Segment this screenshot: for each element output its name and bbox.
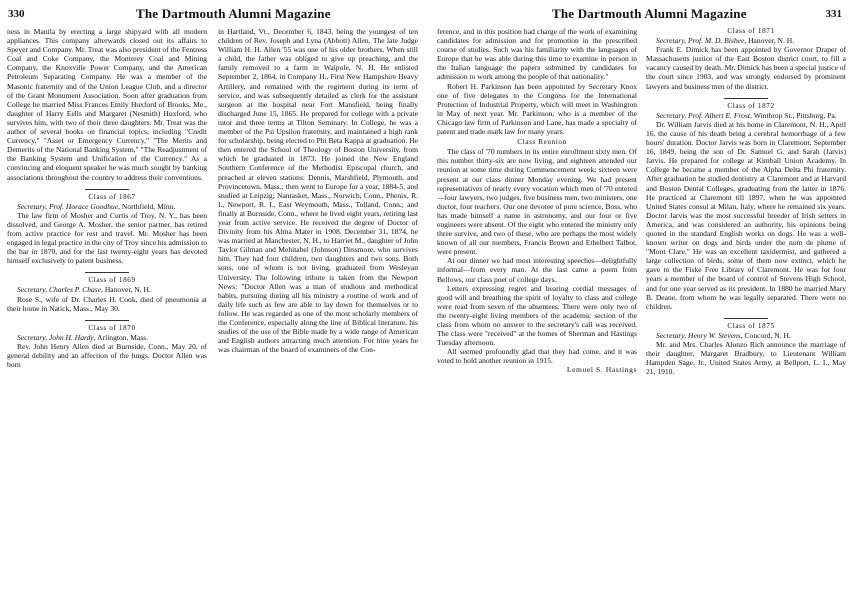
reunion-paragraph-2: At our dinner we had most interesting speeches—delightfully informal—from every man. At the last came a poem from Bellows, our class poet of college days. [437, 256, 637, 284]
right-page [426, 0, 852, 600]
left-page-header [0, 6, 426, 22]
class-1869-secretary-role: Secretary, Charles P. Chase, [17, 285, 103, 295]
class-1872-secretary [646, 111, 846, 120]
class-1871-news: Frank E. Dimick has been appointed by Governor Draper of Massachusetts justice of the East Boston district court, to fill a vacancy caused by death. Mr. Dimick has been a special justice of the court since 1903, and was strongly endorsed by prominent lawyers and business men of the district. [646, 45, 846, 91]
right-page-header [426, 6, 852, 22]
left-column-2 [218, 27, 418, 354]
reunion-paragraph-1: The class of '70 numbers in its entire enrollment sixty men. Of this number thirty-six are now living, and eighteen attended our reunion at some time during Commencement week; sixteen were present at our class dinner Monday evening. We had present representatives of nearly every vocation which men of '70 entered—four lawyers, two judges, five business men, two ministers, one doctor, four teachers. Our one devotee of pure science, Boss, who has made himself a name in astronomy, and our four or five engineers were absent. Of the eight who entered the ministry only three survive, and two of these, who are perhaps the most widely known of all our members, Francis Brown and Ethelbert Talbot, were present. [437, 147, 637, 257]
section-divider [85, 320, 129, 321]
running-title-right: The Dartmouth Alumni Magazine [552, 6, 747, 21]
class-1872-secretary-place: Winthrop St., Pittsburg, Pa. [753, 110, 837, 120]
class-1869-secretary-place: Hanover, N. H. [104, 285, 151, 295]
parkinson-paragraph: Robert H. Parkinson has been appointed by Secretary Knox one of five delegates to the Congress for the International Protection of Industrial Property, which will meet in Washington in May of next year. Mr. Parkinson, who is a member of the Chicago law firm of Parkinson and Lane, has made a specialty of patent and trade mark law for many years. [437, 81, 637, 137]
class-1875-news: Mr. and Mrs. Charles Alonzo Rich announce the marriage of their daughter, Margaret Bradbury, to Lieutenant William Hampden Sage, Jr., United States Army, at Bellport, L. I., May 21, 1910. [646, 340, 846, 377]
class-1871-heading: Class of 1871 [727, 27, 775, 35]
class-1875-secretary-place: Concord, N. H. [744, 330, 791, 340]
class-1870-secretary-place: Arlington, Mass. [97, 332, 149, 342]
class-1870-secretary [7, 333, 207, 342]
reunion-paragraph-4: All seemed profoundly glad that they had come, and it was voted to hold another reunion in 1915. [437, 347, 637, 366]
class-1875-heading: Class of 1875 [727, 321, 775, 330]
class-1869-secretary [7, 285, 207, 294]
section-divider [724, 98, 768, 99]
class-1872-news: Dr. William Jarvis died at his home in Claremont, N. H., April 16, the cause of his death being a cerebral hemorrhage of a few hours' duration. Doctor Jarvis was born in Claremont, September 16, 1849, being the son of Dr. Samuel G. and Sarah (Jarvis) Jarvis. He prepared for college at Kimball Union Academy. In College he became a member of the Alpha Delta Phi fraternity. After graduation he studied dentistry at Claremont and at Harvard and Boston Dental Colleges, graduating from the latter in 1876. He practiced at Claremont till 1897, when he was appointed United States consul at Milan, Italy, where he remained six years. Doctor Jarvis was the most successful breeder of Irish setters in America, and was considered an authority, his opinions being quoted in the standard English works on dogs. He was a well-known writer on dogs and birds under the nom de plume of "Mont Clare." He was an excellent taxidermist, and gathered a large collection of birds, some of them now extinct, which he gave to the Fiske Free Library of Claremont. He was for four years a member of the board of control of Stevens High School, and for one year served as its president. In 1880 he married Mary B. Deane, from whom he was legally separated. There were no children. [646, 119, 846, 311]
left-column-1 [7, 27, 207, 369]
page-number-right: 331 [825, 8, 842, 20]
class-1872-secretary-role: Secretary, Prof. Albert E. Frost, [656, 110, 752, 120]
reunion-paragraph-3: Letters expressing regret and bearing cordial messages of good will and breathing the spirit of loyalty to class and college were read from seven of the absentees. There were only two of the twenty-eight living members of the academic section of the class from whom no answer to the secretary's call was received. The class were "received" at the homes of Sherman and Hastings Tuesday afternoon. [437, 283, 637, 348]
class-1875-secretary-role: Secretary, Henry W. Stevens, [656, 330, 743, 340]
right-column-2 [646, 27, 846, 376]
class-1871-secretary-role: Secretary, Prof. M. D. Bisbee, [656, 36, 747, 46]
section-divider [724, 318, 768, 319]
section-divider [85, 189, 129, 190]
allen-tribute-continued: ference, and in this position had charge of the work of examining candidates for admission and for promotion in the prescribed course of studies. Such was his familiarity with the languages of Europe that he was able during this time to examine in person in the Italian language the papers submitted by candidates for admission to work among the people of that nationality." [437, 27, 637, 82]
class-1869-news: Rose S., wife of Dr. Charles H. Cook, died of pneumonia at their home in Natick, Mass., May 30. [7, 294, 207, 313]
class-1871-secretary-place: Hanover, N. H. [748, 36, 795, 46]
class-1867-news: The law firm of Mosher and Curtis of Troy, N. Y., has been dissolved, and George A. Mosher, the senior partner, has retired from active practice for rest and travel. Mr. Mosher has been engaged in legal practice in the city of Troy since his admission to the bar in 1870, and for the last twenty-eight years has devoted himself exclusively to patent business. [7, 210, 207, 266]
class-1867-secretary-place: Northfield, Minn. [121, 201, 176, 211]
running-title-left: The Dartmouth Alumni Magazine [136, 6, 331, 21]
class-1867-secretary-role: Secretary, Prof. Horace Goodhue, [17, 201, 120, 211]
right-column-1 [437, 27, 637, 375]
class-1872-heading: Class of 1872 [727, 101, 775, 110]
class-1870-secretary-role: Secretary, John H. Hardy, [17, 332, 96, 342]
allen-obituary-paragraph: in Hartland, Vt., December 6, 1843, being the youngest of ten children of Rev. Joseph and Lyna (Abbott) Allen. The late Judge William H. H. Allen '55 was one of his older brothers. When still a child, the father was obliged to give up preaching, and the family removed to a farm in Walpole, N. H. He enlisted September 2, 1864, in Company H., First New Hampshire Heavy Artillery, and remained with the regiment during its term of service, and was subsequently detailed as clerk for the assistant surgeon at the hospital near Fort Mansfield, being finally discharged June 15, 1865. He prepared for college with a private tutor and three terms at Tilton Seminary. In College, he was a member of the Psi Upsilon fraternity, and maintained a high rank for scholarship, being elected to Phi Beta Kappa at graduation. He then entered the School of Theology of Boston University, from which he graduated in 1873. He joined the New England Southern Conference of the Methodist Episcopal church, and preached at eleven stations: Dennis, Marshfield, Plymouth, and Provincetown, Mass.; then went to Europe for a year, 1884-5, and studied at Leipzig; Nantasket, Mass., Norwich, Conn., Phenix, R. I., Newport, R. I., East Weymouth, Mass., Tolland, Conn.; and finally at Burnside, Conn., where he lived eight years, retiring last year from active service. He received the degree of Doctor of Divinity from his Alma Mater in 1908. December 31, 1874, he was married at Manchester, N. H., to Harriet M., daughter of John Taylor Gilman and Mehitabel (Johnson) Dinsmore, who survives him. They had four children, two daughters and two sons. Both sons, one of whom is not living, graduated from Wesleyan University. The following tribute is taken from the Newport News: "Doctor Allen was a man of studious and methodical habits, pursuing during all his ministry a routine of work and of daily life such as few are able to lay down for themselves or to follow. He was regarded as one of the most scholarly members of the Conference, especially along the line of Biblical literature, his studies of the use of the Bible made by a wide range of American and English authors attracting much attention. For nine years he was chairman of the board of examiners of the Con- [218, 27, 418, 355]
class-1870-news: Rev. John Henry Allen died at Burnside, Conn., May 20, of general debility and an affection of the lungs. Doctor Allen was born [7, 341, 207, 370]
treat-obituary-paragraph: ness in Manila by erecting a large shipyard with all modern appliances. This company afterwards closed out its affairs to Speyer and Company. Mr. Treat was also president of the Fentress Coal and Coke Company, the Monterey Coal and Mining Company, the Knoxville Power Company, and the American Petroleum Separating Company. He was a member of the Masonic fraternity and of the Union League Club, and a director of the Grant Monument Association. Soon after graduation from College he married Miss Frances Emily Huxford of Brooks, Me., daughter of Harry Eells and Margaret (Nesmith) Huxford, who survives him, with two of their three daughters. Mr. Treat was the author of several books on financial topics, including "Credit Currency," "Asset or Emergency Currency," "The Merits and Demerits of the National Banking System," "The Readjustment of the Banking System and Unification of the Currency." As a convincing and eloquent speaker he was much sought by banking associations throughout the country to address their conventions. [7, 27, 207, 182]
section-divider [85, 272, 129, 273]
class-1867-secretary [7, 202, 207, 211]
class-1867-heading: Class of 1867 [88, 192, 136, 201]
class-1869-heading: Class of 1869 [88, 276, 136, 285]
page-number-left: 330 [8, 8, 25, 20]
class-1870-heading: Class of 1870 [88, 323, 136, 332]
reunion-signature: Lemuel S. Hastings [566, 365, 637, 375]
class-reunion-heading: Class Reunion [517, 138, 567, 147]
class-1875-secretary [646, 331, 846, 340]
class-1871-secretary [646, 36, 846, 45]
